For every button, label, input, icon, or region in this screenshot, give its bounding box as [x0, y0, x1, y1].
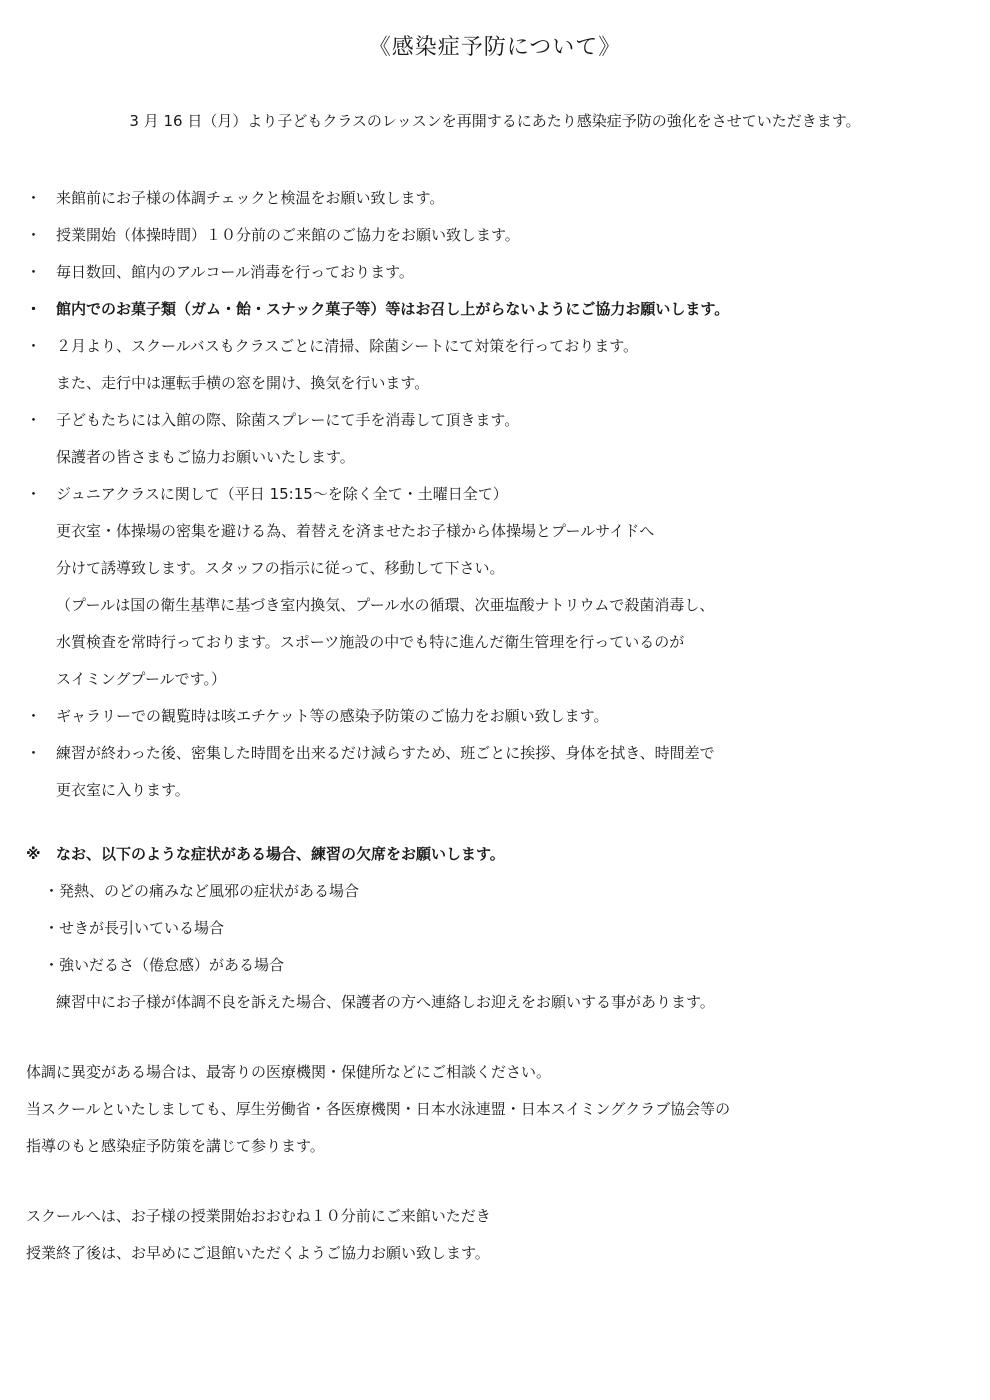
bullet-marker: ・ [26, 226, 42, 244]
paragraph-line: スクールへは、お子様の授業開始おおむね１０分前にご来館いただき [26, 1207, 491, 1225]
list-item-line: ２月より、スクールバスもクラスごとに清掃、除菌シートにて対策を行っております。 [56, 337, 639, 355]
symptom-item: ・強いだるさ（倦怠感）がある場合 [44, 956, 285, 974]
bullet-marker: ・ [26, 189, 42, 207]
notice-heading: なお、以下のような症状がある場合、練習の欠席をお願いします。 [56, 845, 505, 863]
list-item-line: 子どもたちには入館の際、除菌スプレーにて手を消毒して頂きます。 [56, 411, 520, 429]
precaution-list [26, 180, 966, 809]
list-item-line: また、走行中は運転手横の窓を開け、換気を行います。 [56, 374, 430, 392]
symptom-notice [26, 836, 966, 1021]
notice-heading-row [26, 836, 966, 873]
list-item-line: 更衣室・体操場の密集を避ける為、着替えを済ませたお子様から体操場とプールサイドへ [56, 522, 655, 540]
bullet-marker: ・ [26, 300, 42, 318]
list-item [26, 217, 966, 254]
bullet-marker: ・ [26, 337, 42, 355]
list-item-line: 毎日数回、館内のアルコール消毒を行っております。 [56, 263, 414, 281]
list-item-line: （プールは国の衛生基準に基づき室内換気、プール水の循環、次亜塩酸ナトリウムで殺菌消毒し、 [56, 596, 715, 614]
list-item-line: 練習が終わった後、密集した時間を出来るだけ減らすため、班ごとに挨拶、身体を拭き、時間差で [56, 744, 715, 762]
list-item [26, 328, 966, 402]
list-item-line: 保護者の皆さまもご協力お願いいたします。 [56, 448, 355, 466]
medical-advice-paragraph [26, 1054, 966, 1165]
list-item-bold [26, 291, 966, 328]
list-item-line: ギャラリーでの観覧時は咳エチケット等の感染予防策のご協力をお願い致します。 [56, 707, 609, 725]
list-item [26, 476, 966, 698]
list-item-line: スイミングプールです。） [56, 670, 226, 688]
notice-footnote: 練習中にお子様が体調不良を訴えた場合、保護者の方へ連絡しお迎えをお願いする事があります。 [56, 993, 715, 1011]
list-item-line: 水質検査を常時行っております。スポーツ施設の中でも特に進んだ衛生管理を行っているのが [56, 633, 685, 651]
bullet-marker: ・ [26, 744, 42, 762]
list-item [26, 402, 966, 476]
list-item [26, 254, 966, 291]
list-item [26, 698, 966, 735]
reference-mark-icon: ※ [26, 845, 41, 863]
list-item-line: 更衣室に入ります。 [56, 781, 190, 799]
bullet-marker: ・ [26, 411, 42, 429]
page-title: 《感染症予防について》 [368, 35, 622, 60]
intro-text: 3 月 16 日（月）より子どもクラスのレッスンを再開するにあたり感染症予防の強化をさせていただきます。 [129, 112, 861, 130]
list-item-line: 館内でのお菓子類（ガム・飴・スナック菓子等）等はお召し上がらないようにご協力お願いします。 [56, 300, 730, 318]
symptom-item: ・発熱、のどの痛みなど風邪の症状がある場合 [44, 882, 360, 900]
list-item [26, 180, 966, 217]
list-item-line: ジュニアクラスに関して（平日 15:15～を除く全て・土曜日全て） [56, 485, 508, 503]
bullet-marker: ・ [26, 707, 42, 725]
list-item-line: 授業開始（体操時間）１０分前のご来館のご協力をお願い致します。 [56, 226, 520, 244]
bullet-marker: ・ [26, 485, 42, 503]
list-item-line: 来館前にお子様の体調チェックと検温をお願い致します。 [56, 189, 445, 207]
paragraph-line: 当スクールといたしましても、厚生労働省・各医療機関・日本水泳連盟・日本スイミングクラブ協会等の [26, 1100, 731, 1118]
symptom-item: ・せきが長引いている場合 [44, 919, 225, 937]
paragraph-line: 指導のもと感染症予防策を講じて参ります。 [26, 1137, 325, 1155]
bullet-marker: ・ [26, 263, 42, 281]
arrival-request-paragraph [26, 1198, 966, 1272]
list-item-line: 分けて誘導致します。スタッフの指示に従って、移動して下さい。 [56, 559, 505, 577]
list-item [26, 735, 966, 809]
paragraph-line: 体調に異変がある場合は、最寄りの医療機関・保健所などにご相談ください。 [26, 1063, 552, 1081]
paragraph-line: 授業終了後は、お早めにご退館いただくようご協力お願い致します。 [26, 1244, 490, 1262]
